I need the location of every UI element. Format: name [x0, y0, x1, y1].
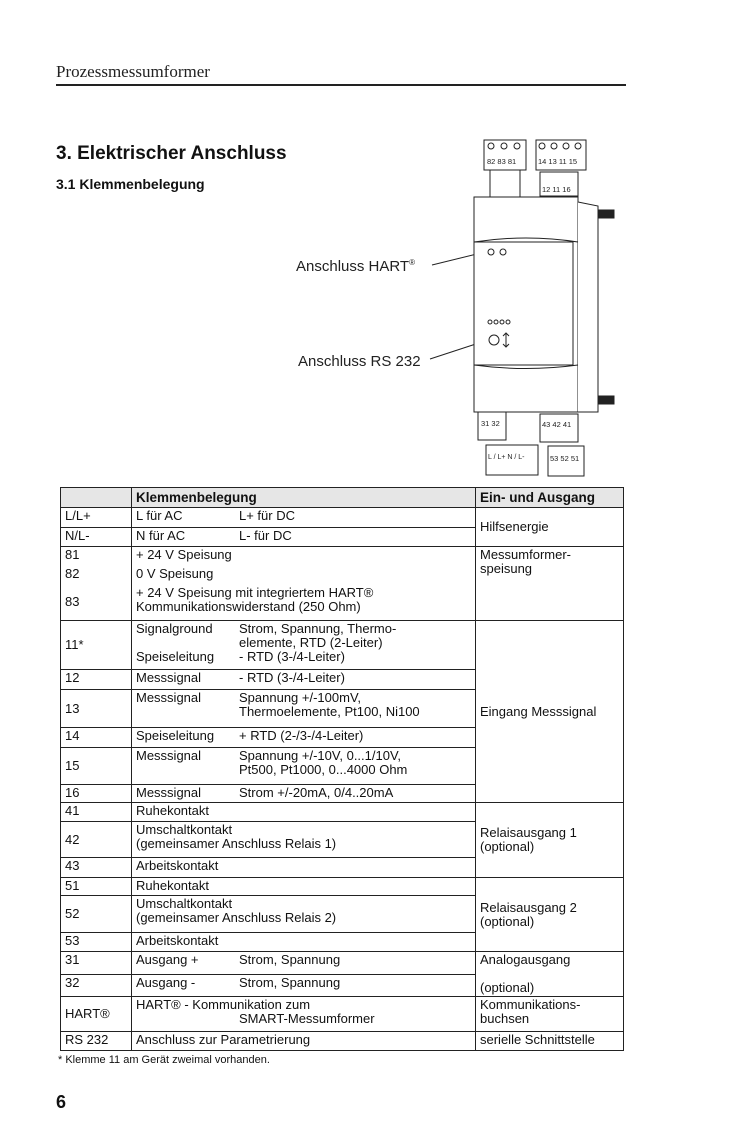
terminal-label: 31 [65, 952, 80, 967]
terminal-label: 43 [65, 858, 80, 873]
table-row [61, 621, 624, 670]
assignment-detail: + RTD (2-/3-/4-Leiter) [239, 728, 364, 743]
terminal-cell [61, 785, 132, 803]
terminal-cell [61, 952, 132, 975]
section-title: 3. Elektrischer Anschluss [56, 143, 287, 164]
io-group-cell [476, 1032, 624, 1051]
assignment-detail: L+ für DC [239, 508, 295, 523]
assignment-text: Ruhekontakt [136, 803, 209, 818]
terminal-label: 53 [65, 933, 80, 948]
terminal-label: 14 [65, 728, 80, 743]
assignment-cell [132, 975, 476, 997]
terminal-cell [61, 933, 132, 952]
terminal-cell [61, 822, 132, 858]
terminal-cell [61, 508, 132, 528]
page-number: 6 [56, 1092, 67, 1112]
terminals-43-42-41: 43 42 41 [542, 420, 572, 429]
io-group-label: Kommunikations- buchsen [480, 997, 581, 1026]
table-row [61, 997, 624, 1032]
terminal-label: 11* [65, 637, 84, 652]
assignment-cell [132, 748, 476, 785]
callout-rs232: Anschluss RS 232 [298, 353, 421, 370]
terminal-cell [61, 997, 132, 1032]
table-row [61, 547, 624, 566]
io-group-label: Relaisausgang 2 (optional) [480, 899, 577, 929]
io-group-label: serielle Schnittstelle [480, 1032, 595, 1047]
assignment-type: Signalground Speiseleitung [136, 621, 215, 664]
footnote: * Klemme 11 am Gerät zweimal vorhanden. [58, 1054, 270, 1066]
assignment-cell [132, 670, 476, 690]
assignment-cell [132, 508, 476, 528]
io-group-cell [476, 547, 624, 621]
assignment-cell [132, 728, 476, 748]
assignment-detail: Spannung +/-10V, 0...1/10V, Pt500, Pt1000, 0...4000 Ohm [239, 748, 408, 777]
assignment-text: Umschaltkontakt (gemeinsamer Anschluss Relais 2) [136, 896, 337, 925]
assignment-cell [132, 528, 476, 547]
assignment-type: N für AC [136, 528, 186, 543]
terminal-label: 83 [65, 594, 80, 610]
terminals-31-32: 31 32 [481, 419, 500, 428]
terminal-block-bottom-left [478, 412, 538, 475]
assignment-cell [132, 858, 476, 878]
terminal-label: 82 [65, 565, 80, 581]
io-group-cell [476, 508, 624, 547]
io-group-label: Eingang Messsignal [480, 703, 597, 719]
terminal-label: 16 [65, 785, 80, 800]
device-diagram [0, 0, 738, 480]
assignment-cell [132, 896, 476, 933]
front-panel [474, 242, 573, 365]
io-group-cell [476, 878, 624, 952]
callout-hart-text: Anschluss HART [296, 258, 410, 275]
terminal-label: 32 [65, 975, 80, 991]
assignment-detail: Strom +/-20mA, 0/4..20mA [239, 785, 394, 800]
assignment-detail: - RTD (3-/4-Leiter) [239, 670, 345, 685]
assignment-detail: SMART-Messumformer [239, 1011, 375, 1026]
assignment-cell [132, 566, 476, 585]
terminal-cell [61, 748, 132, 785]
assignment-cell [132, 621, 476, 670]
assignment-cell [132, 878, 476, 896]
assignment-text: + 24 V Speisung mit integriertem HART® Kommunikationswiderstand (250 Ohm) [136, 584, 374, 614]
terminal-cell [61, 975, 132, 997]
assignment-cell [132, 803, 476, 822]
assignment-text: Umschaltkontakt (gemeinsamer Anschluss Relais 1) [136, 822, 337, 851]
terminal-cell [61, 728, 132, 748]
assignment-text: Arbeitskontakt [136, 858, 219, 873]
table-row [61, 1032, 624, 1051]
terminal-label: HART® [65, 1006, 110, 1021]
terminals-14-13-11-15: 14 13 11 15 [538, 157, 578, 166]
assignment-type: Messsignal [136, 785, 202, 800]
terminal-cell [61, 896, 132, 933]
terminal-label: L/L+ [65, 508, 91, 523]
terminals-82-83-81: 82 83 81 [487, 157, 517, 166]
assignment-type: Ausgang + [136, 952, 199, 967]
terminals-12-11-16: 12 11 16 [542, 185, 571, 194]
assignment-text: Anschluss zur Parametrierung [136, 1032, 311, 1047]
assignment-cell [132, 585, 476, 621]
assignment-text: + 24 V Speisung [136, 547, 232, 562]
terminal-block-top-right [536, 140, 586, 196]
terminal-assignment-table [60, 487, 624, 1051]
terminal-cell [61, 547, 132, 566]
terminal-label: 81 [65, 547, 80, 562]
assignment-cell [132, 822, 476, 858]
assignment-type: Messsignal [136, 748, 202, 763]
column-header [61, 488, 132, 508]
column-header: Ein- und Ausgang [476, 488, 624, 508]
assignment-cell [132, 933, 476, 952]
terminal-cell [61, 1032, 132, 1051]
terminal-block-bottom-right [540, 414, 584, 476]
terminal-cell [61, 670, 132, 690]
assignment-detail: Strom, Spannung, Thermo- elemente, RTD (2-Leiter) - RTD (3-/4-Leiter) [239, 621, 397, 664]
terminal-label: 12 [65, 670, 80, 685]
assignment-cell [132, 997, 476, 1032]
terminal-label: 51 [65, 878, 80, 893]
terminal-label: 52 [65, 906, 80, 921]
registered-mark: ® [409, 258, 415, 267]
table-and-footnote [60, 487, 624, 1067]
assignment-detail: Strom, Spannung [239, 952, 341, 967]
assignment-text: 0 V Speisung [136, 565, 214, 581]
assignment-type: HART® - Kommunikation zum [136, 997, 311, 1012]
assignment-detail: Spannung +/-100mV, Thermoelemente, Pt100, Ni100 [239, 690, 420, 719]
assignment-cell [132, 1032, 476, 1051]
terminal-cell [61, 803, 132, 822]
terminal-cell [61, 566, 132, 585]
table-header-row [61, 488, 624, 508]
terminal-cell [61, 878, 132, 896]
table-row [61, 508, 624, 528]
terminal-cell [61, 528, 132, 547]
io-group-cell [476, 997, 624, 1032]
running-header: Prozessmessumformer [56, 62, 210, 81]
io-group-cell [476, 952, 624, 997]
terminal-label: 41 [65, 803, 80, 818]
io-group-cell [476, 621, 624, 803]
table-row [61, 803, 624, 822]
assignment-detail: L- für DC [239, 528, 292, 543]
io-group-cell [476, 803, 624, 878]
assignment-type: L für AC [136, 508, 183, 523]
assignment-cell [132, 690, 476, 728]
io-group-label: Hilfsenergie [480, 519, 549, 534]
terminal-label: 42 [65, 831, 80, 847]
assignment-cell [132, 952, 476, 975]
terminal-label: RS 232 [65, 1032, 109, 1047]
terminal-label: N/L- [65, 528, 90, 543]
assignment-text: Ruhekontakt [136, 878, 209, 893]
terminal-label: 15 [65, 758, 80, 773]
assignment-type: Ausgang - [136, 975, 196, 991]
terminals-power: L / L+ N / L- [488, 454, 525, 461]
terminal-cell [61, 621, 132, 670]
subsection-title: 3.1 Klemmenbelegung [56, 176, 205, 192]
terminal-block-top-left [484, 140, 526, 198]
assignment-type: Speiseleitung [136, 728, 215, 743]
io-group-label: Analogausgang (optional) [480, 952, 571, 995]
table-row [61, 952, 624, 975]
assignment-type: Messsignal [136, 670, 202, 685]
terminal-cell [61, 585, 132, 621]
table-row [61, 878, 624, 896]
assignment-detail: Strom, Spannung [239, 975, 341, 991]
column-header: Klemmenbelegung [132, 488, 476, 508]
assignment-text: Arbeitskontakt [136, 933, 219, 948]
assignment-cell [132, 785, 476, 803]
io-group-label: Relaisausgang 1 (optional) [480, 825, 577, 854]
assignment-type: Messsignal [136, 690, 202, 705]
io-group-label: Messumformer- speisung [480, 547, 572, 576]
terminal-cell [61, 690, 132, 728]
assignment-cell [132, 547, 476, 566]
terminal-cell [61, 858, 132, 878]
terminals-53-52-51: 53 52 51 [550, 454, 580, 463]
terminal-label: 13 [65, 700, 80, 716]
